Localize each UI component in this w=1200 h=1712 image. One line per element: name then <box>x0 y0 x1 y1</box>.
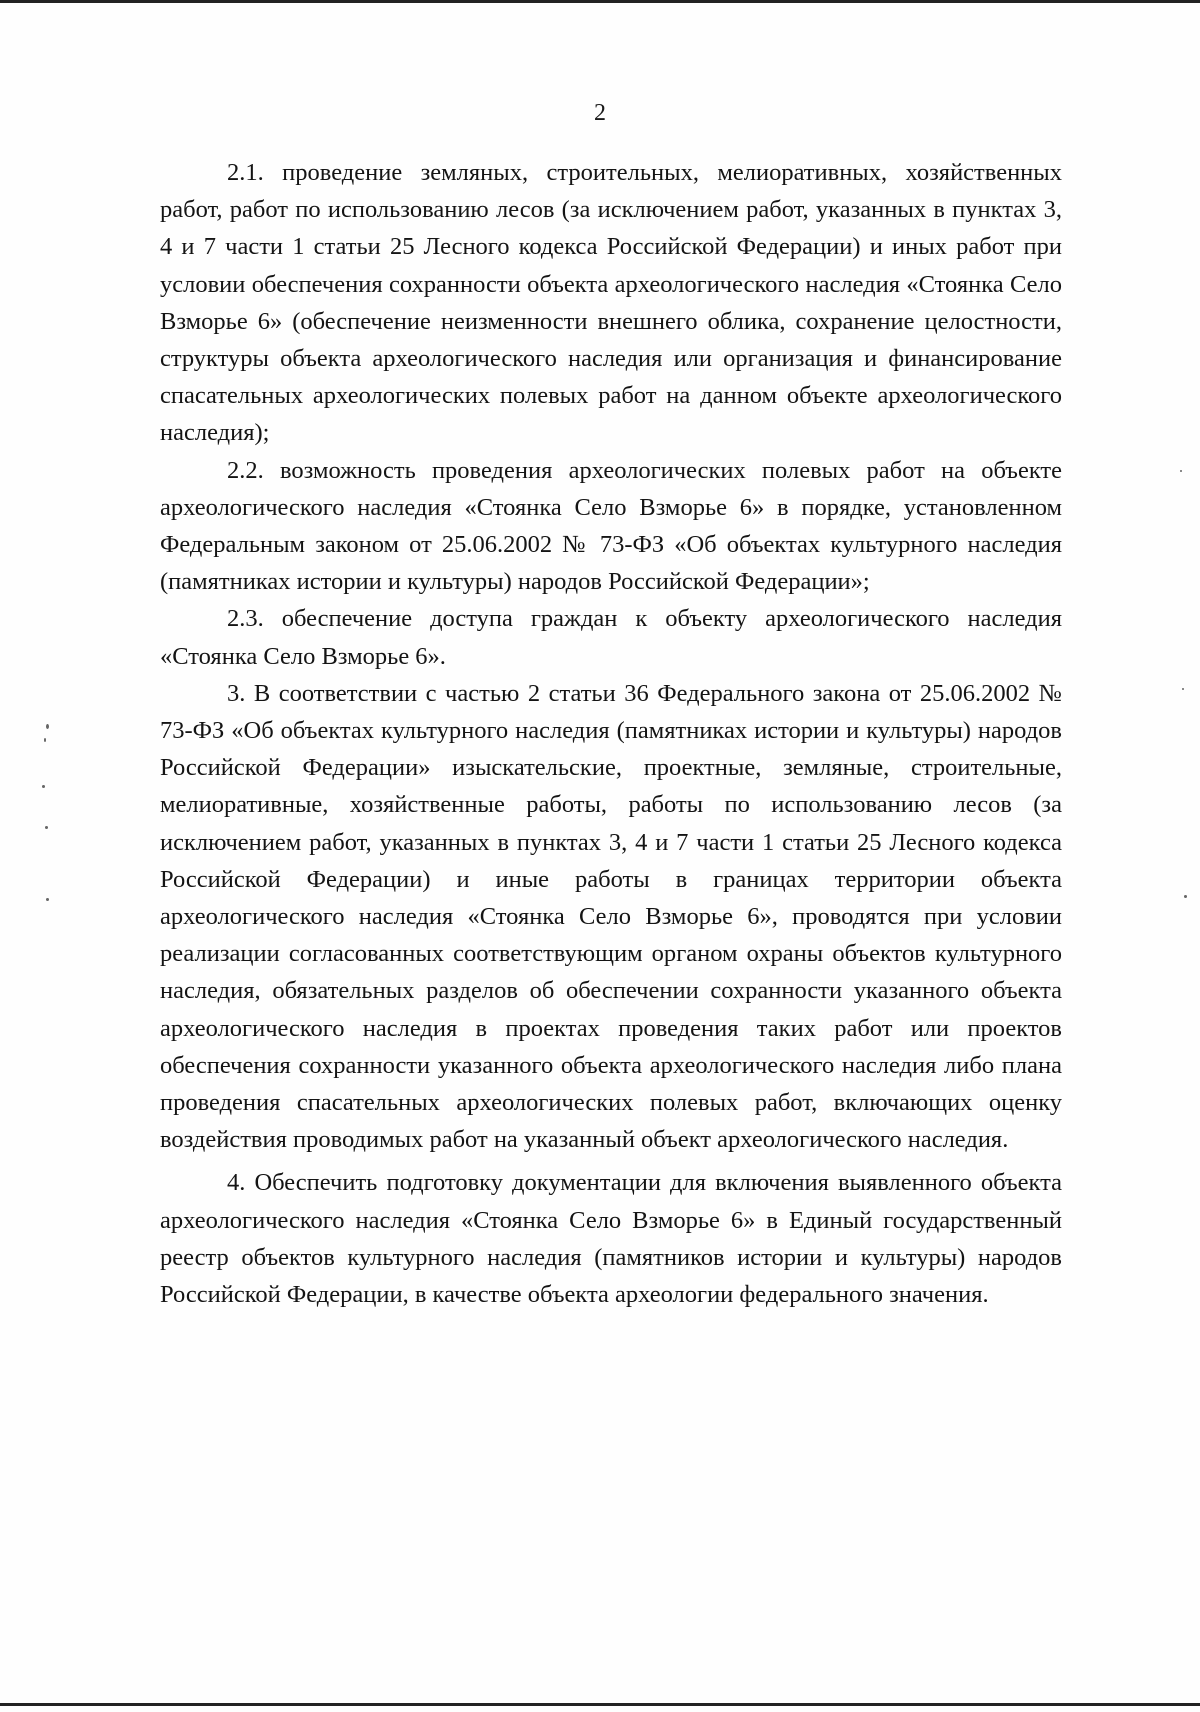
scan-speck <box>1180 470 1182 472</box>
scan-speck <box>42 785 45 788</box>
paragraph-2-2: 2.2. возможность проведения археологических полевых работ на объекте археологического наследия «Стоянка Село Взморье 6» в порядке, установленном Федеральным законом от 25.06.2002 № 73-ФЗ «Об объектах культурного наследия (памятниках истории и культуры) народов Российской Федерации»; <box>160 456 1062 596</box>
top-scan-edge <box>0 0 1200 3</box>
bottom-scan-edge <box>0 1703 1200 1706</box>
scan-speck <box>46 724 49 729</box>
paragraph-3: 3. В соответствии с частью 2 статьи 36 Федерального закона от 25.06.2002 № 73-ФЗ «Об объектах культурного наследия (памятниках истории и культуры) народов Российской Федерации» изыскательские, проектные, земляные, строительные, мелиоративные, хозяйственные работы, работы по использованию лесов (за исключением работ, указанных в пунктах 3, 4 и 7 части 1 статьи 25 Лесного кодекса Российской Федерации) и иные работы в границах территории объекта археологического наследия «Стоянка Село Взморье 6», проводятся при условии реализации согласованных соответствующим органом охраны объектов культурного наследия, обязательных разделов об обеспечении сохранности указанного объекта археологического наследия в проектах проведения таких работ или проектов обеспечения сохранности указанного объекта археологического наследия либо плана проведения спасательных археологических полевых работ, включающих оценку воздействия проводимых работ на указанный объект археологического наследия. <box>160 679 1062 1154</box>
paragraph-2-3: 2.3. обеспечение доступа граждан к объекту археологического наследия «Стоянка Село Взморье 6». <box>160 605 1062 670</box>
scan-speck <box>46 898 49 901</box>
document-body <box>160 154 1062 1313</box>
scan-speck <box>45 826 48 829</box>
page-number: 2 <box>594 100 606 126</box>
scan-speck <box>1182 688 1184 690</box>
scan-speck <box>1184 895 1187 898</box>
paragraph-4: 4. Обеспечить подготовку документации для включения выявленного объекта археологического наследия «Стоянка Село Взморье 6» в Единый государственный реестр объектов культурного наследия (памятников истории и культуры) народов Российской Федерации, в качестве объекта археологии федерального значения. <box>160 1169 1062 1309</box>
paragraph-2-1: 2.1. проведение земляных, строительных, мелиоративных, хозяйственных работ, работ по использованию лесов (за исключением работ, указанных в пунктах 3, 4 и 7 части 1 статьи 25 Лесного кодекса Российской Федерации) и иных работ при условии обеспечения сохранности объекта археологического наследия «Стоянка Село Взморье 6» (обеспечение неизменности внешнего облика, сохранение целостности, структуры объекта археологического наследия или организация и финансирование спасательных археологических полевых работ на данном объекте археологического наследия); <box>160 159 1062 447</box>
scan-speck <box>44 738 46 742</box>
